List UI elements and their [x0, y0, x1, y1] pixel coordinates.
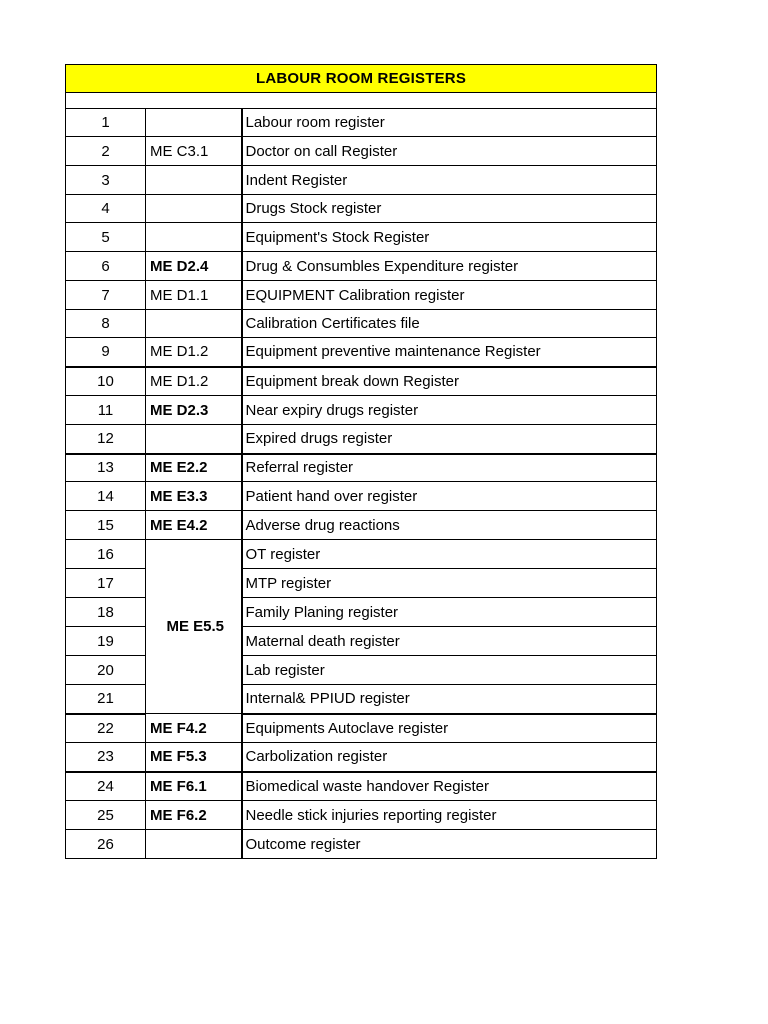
- register-name: Indent Register: [242, 166, 657, 195]
- row-number: 6: [66, 252, 146, 281]
- row-number: 18: [66, 598, 146, 627]
- row-number: 17: [66, 569, 146, 598]
- sheet-title: LABOUR ROOM REGISTERS: [66, 65, 657, 93]
- register-name: Doctor on call Register: [242, 137, 657, 166]
- register-name: Carbolization register: [242, 743, 657, 772]
- row-number: 26: [66, 830, 146, 859]
- register-name: Near expiry drugs register: [242, 396, 657, 425]
- me-code: [146, 223, 242, 252]
- blank-row: [66, 93, 657, 109]
- table-row: [66, 195, 657, 223]
- register-name: Maternal death register: [242, 627, 657, 656]
- table-row: [66, 338, 657, 367]
- register-name: Equipment's Stock Register: [242, 223, 657, 252]
- row-number: 14: [66, 482, 146, 511]
- me-code: ME D1.2: [146, 338, 242, 367]
- row-number: 12: [66, 425, 146, 454]
- blank-cell: [66, 93, 657, 109]
- table-row: [66, 482, 657, 511]
- row-number: 9: [66, 338, 146, 367]
- row-number: 22: [66, 714, 146, 743]
- table-row: [66, 801, 657, 830]
- table-row: [66, 454, 657, 482]
- register-name: Internal& PPIUD register: [242, 685, 657, 714]
- register-rows: [66, 109, 657, 859]
- register-name: Lab register: [242, 656, 657, 685]
- row-number: 20: [66, 656, 146, 685]
- table-row: [66, 743, 657, 772]
- row-number: 19: [66, 627, 146, 656]
- register-name: EQUIPMENT Calibration register: [242, 281, 657, 310]
- register-name: Expired drugs register: [242, 425, 657, 454]
- title-row: [66, 65, 657, 93]
- register-name: Labour room register: [242, 109, 657, 137]
- register-name: Referral register: [242, 454, 657, 482]
- row-number: 11: [66, 396, 146, 425]
- me-code: ME E3.3: [146, 482, 242, 511]
- table-row: [66, 540, 657, 569]
- register-name: OT register: [242, 540, 657, 569]
- row-number: 25: [66, 801, 146, 830]
- me-code: ME F5.3: [146, 743, 242, 772]
- register-name: Patient hand over register: [242, 482, 657, 511]
- register-name: Outcome register: [242, 830, 657, 859]
- table-row: [66, 223, 657, 252]
- table-row: [66, 166, 657, 195]
- register-name: MTP register: [242, 569, 657, 598]
- register-name: Equipments Autoclave register: [242, 714, 657, 743]
- row-number: 1: [66, 109, 146, 137]
- row-number: 24: [66, 772, 146, 801]
- table-row: [66, 137, 657, 166]
- me-code: [146, 310, 242, 338]
- me-code: ME F6.2: [146, 801, 242, 830]
- row-number: 10: [66, 367, 146, 396]
- row-number: 3: [66, 166, 146, 195]
- me-code: [146, 830, 242, 859]
- row-number: 5: [66, 223, 146, 252]
- me-code: ME F6.1: [146, 772, 242, 801]
- table-row: [66, 310, 657, 338]
- me-code: ME D2.4: [146, 252, 242, 281]
- me-code: ME D2.3: [146, 396, 242, 425]
- row-number: 15: [66, 511, 146, 540]
- row-number: 13: [66, 454, 146, 482]
- me-code: ME D1.2: [146, 367, 242, 396]
- me-code: ME F4.2: [146, 714, 242, 743]
- me-code: [146, 166, 242, 195]
- me-code: ME C3.1: [146, 137, 242, 166]
- table-row: [66, 252, 657, 281]
- me-code: [146, 425, 242, 454]
- register-name: Adverse drug reactions: [242, 511, 657, 540]
- table-row: [66, 109, 657, 137]
- register-name: Calibration Certificates file: [242, 310, 657, 338]
- table-row: [66, 772, 657, 801]
- me-code: ME E4.2: [146, 511, 242, 540]
- register-name: Equipment preventive maintenance Register: [242, 338, 657, 367]
- register-name: Drug & Consumbles Expenditure register: [242, 252, 657, 281]
- row-number: 21: [66, 685, 146, 714]
- register-name: Family Planing register: [242, 598, 657, 627]
- register-name: Needle stick injuries reporting register: [242, 801, 657, 830]
- me-code: ME E5.5: [146, 540, 242, 714]
- table-row: [66, 714, 657, 743]
- register-name: Drugs Stock register: [242, 195, 657, 223]
- table-row: [66, 425, 657, 454]
- register-name: Biomedical waste handover Register: [242, 772, 657, 801]
- me-code: [146, 109, 242, 137]
- table-row: [66, 281, 657, 310]
- row-number: 2: [66, 137, 146, 166]
- row-number: 4: [66, 195, 146, 223]
- table-row: [66, 396, 657, 425]
- me-code: [146, 195, 242, 223]
- row-number: 8: [66, 310, 146, 338]
- row-number: 7: [66, 281, 146, 310]
- me-code: ME E2.2: [146, 454, 242, 482]
- register-name: Equipment break down Register: [242, 367, 657, 396]
- table-row: [66, 830, 657, 859]
- labour-room-registers-table: [65, 64, 657, 859]
- me-code: ME D1.1: [146, 281, 242, 310]
- table-row: [66, 367, 657, 396]
- row-number: 16: [66, 540, 146, 569]
- table-row: [66, 511, 657, 540]
- row-number: 23: [66, 743, 146, 772]
